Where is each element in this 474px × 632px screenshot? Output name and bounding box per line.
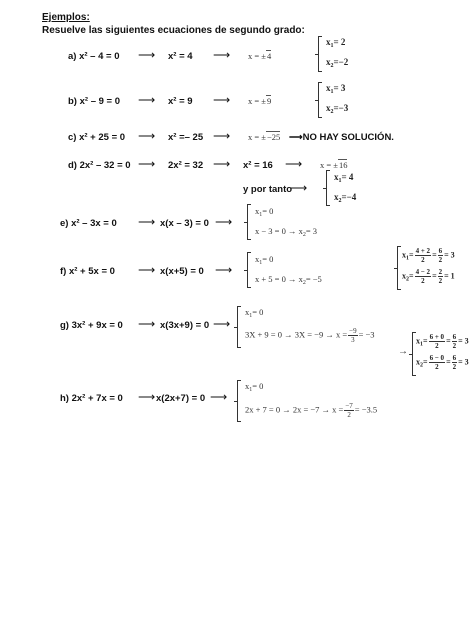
eq-d: d) 2x² – 32 = 0 — [68, 160, 131, 171]
eq-a: a) x² – 4 = 0 — [68, 51, 120, 62]
brace-icon — [318, 36, 322, 72]
step-b: x² = 9 — [168, 96, 193, 107]
root-e2: $x - 3 = 0 \to x_2= 3$ — [255, 226, 318, 238]
root-f2: $x + 5 = 0 \to x_2= -5$ — [255, 274, 322, 286]
therefore-label: y por tanto — [243, 184, 293, 195]
side-f2: $x_2=$ $\frac{4 - 2}{2}$ = $\frac{2}{2}$ = 1 — [402, 268, 455, 285]
arrow-icon: ⟶ — [138, 93, 156, 107]
root-h1: $x_1= 0$ — [245, 381, 264, 393]
sqrt-icon: 4 — [266, 51, 272, 61]
arrow-icon: ⟶ — [138, 215, 156, 229]
step-d1: 2x² = 32 — [168, 160, 204, 171]
arrow-icon: ⟶ — [213, 317, 231, 331]
eq-g: g) 3x² + 9x = 0 — [60, 320, 123, 331]
arrow-icon: ⟶ — [138, 317, 156, 331]
side-g1: $x_1=$ $\frac{6 + 0}{2}$ = $\frac{6}{2}$ = 3 — [416, 333, 469, 350]
instructions: Resuelve las siguientes ecuaciones de segundo grado: — [42, 25, 305, 36]
step-f: x(x+5) = 0 — [160, 266, 204, 277]
sqrt-icon: 16 — [338, 160, 348, 170]
arrow-icon: ⟶ — [213, 157, 231, 171]
brace-icon — [237, 380, 241, 422]
sol-b: x = ±9 — [248, 96, 272, 106]
arrow-icon: ⟶ — [213, 48, 231, 62]
arrow-icon: ⟶ — [285, 157, 303, 171]
root-a1: $x_1= 2$ — [326, 37, 346, 49]
arrow-icon: ⟶ — [210, 390, 228, 404]
step-c: x² =– 25 — [168, 132, 204, 143]
root-h2: 2x + 7 = 0 → 2x = −7 → x = $\frac{-7}{2}$ = −3.5 — [245, 402, 378, 419]
root-g2: 3X + 9 = 0 → 3X = −9 → x = $\frac{-9}{3}$ = −3 — [245, 327, 375, 344]
root-b2: $x_2=-3$ — [326, 103, 349, 115]
page-title: Ejemplos: — [42, 12, 90, 23]
brace-icon — [326, 170, 330, 206]
sol-a: x = ±4 — [248, 51, 272, 61]
brace-icon — [397, 246, 401, 290]
step-h: x(2x+7) = 0 — [156, 393, 206, 404]
root-g1: $x_1= 0$ — [245, 307, 264, 319]
eq-e: e) x² – 3x = 0 — [60, 218, 117, 229]
arrow-icon: ⟶ — [215, 263, 233, 277]
step-g: x(3x+9) = 0 — [160, 320, 210, 331]
eq-b: b) x² – 9 = 0 — [68, 96, 121, 107]
arrow-icon: ⟶ — [138, 263, 156, 277]
arrow-icon: ⟶ — [290, 181, 308, 195]
arrow-icon: ⟶ — [138, 129, 156, 143]
eq-c: c) x² + 25 = 0 — [68, 132, 126, 143]
sol-c: x = ±−25 — [248, 132, 281, 142]
step-e: x(x – 3) = 0 — [160, 218, 209, 229]
root-f1: $x_1= 0$ — [255, 254, 274, 266]
root-a2: $x_2=-2$ — [326, 57, 349, 69]
root-d2: $x_2=-4$ — [334, 192, 357, 204]
eq-h: h) 2x² + 7x = 0 — [60, 393, 123, 404]
arrow-icon: ⟶ — [138, 48, 156, 62]
arrow-icon: ⟶ — [138, 390, 156, 404]
sol-d: x = ±16 — [320, 160, 348, 170]
brace-icon — [247, 204, 251, 240]
no-solution-note: ⟶NO HAY SOLUCIÓN. — [289, 132, 394, 143]
arrow-icon: ⟶ — [213, 129, 231, 143]
arrow-icon: ⟶ — [213, 93, 231, 107]
sqrt-icon: 9 — [266, 96, 272, 106]
arrow-icon: ⟶ — [138, 157, 156, 171]
root-b1: $x_1= 3$ — [326, 83, 346, 95]
side-g2: $x_2=$ $\frac{6 - 0}{2}$ = $\frac{6}{2}$ = 3 — [416, 354, 469, 371]
step-a: x² = 4 — [168, 51, 193, 62]
sqrt-icon: −25 — [266, 132, 281, 142]
step-d2: x² = 16 — [243, 160, 273, 171]
eq-f: f) x² + 5x = 0 — [60, 266, 115, 277]
side-f1: $x_1=$ $\frac{4 + 2}{2}$ = $\frac{6}{2}$ = 3 — [402, 247, 455, 264]
root-d1: $x_1= 4$ — [334, 172, 354, 184]
brace-icon — [247, 252, 251, 288]
root-e1: $x_1= 0$ — [255, 206, 274, 218]
brace-icon — [318, 82, 322, 118]
arrow-icon: ⟶ — [215, 215, 233, 229]
side-arrow-icon: → — [398, 346, 408, 357]
brace-icon — [237, 306, 241, 348]
